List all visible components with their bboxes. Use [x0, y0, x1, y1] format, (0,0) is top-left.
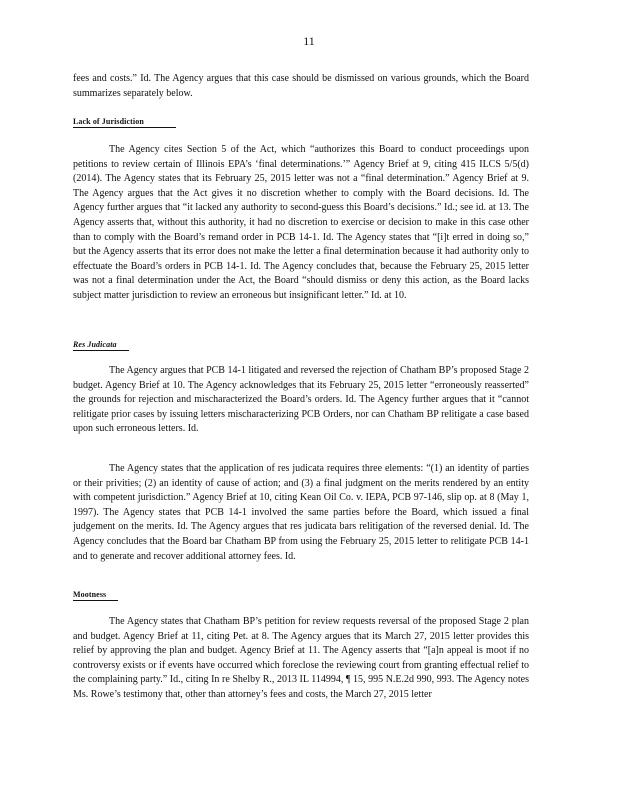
- mootness-paragraph: The Agency states that Chatham BP’s petition for review requests reversal of the proposed Stage 2 plan and budget. Agency Brief at 11, citing Pet. at 8. The Agency argues that its March 27, 2015 letter provides this relief by approving the plan and budget. Agency Brief at 11. The Agency asserts that “[a]n appeal is moot if no controversy exists or if events have occurred which foreclose the reviewing court from granting effectual relief to the complaining party.” Id., citing In re Shelby R., 2013 IL 114994, ¶ 15, 995 N.E.2d 990, 993. The Agency notes Ms. Rowe’s testimony that, other than attorney’s fees and costs, the March 27, 2015 letter: [73, 616, 529, 700]
- res-judicata-paragraph-2: The Agency states that the application of res judicata requires three elements: “(1) an identity of parties or their privities; (2) an identity of cause of action; and (3) a final judgment on the merits rendered by an entity with competent jurisdiction.” Agency Brief at 10, citing Kean Oil Co. v. IEPA, PCB 97-146, slip op. at 8 (May 1, 1997). The Agency states that PCB 14-1 involved the same parties before the Board, which issued a final judgement on the merits. Id. The Agency argues that res judicata bars relitigation of the reversed denial. Id. The Agency concludes that the Board bar Chatham BP from using the February 25, 2015 letter to relitigate PCB 14-1 and to generate and recover additional attorney fees. Id.: [73, 463, 529, 562]
- section-heading-lack-of-jurisdiction: Lack of Jurisdiction: [73, 117, 176, 128]
- section-heading-res-judicata: Res Judicata: [73, 340, 129, 351]
- jurisdiction-paragraph: The Agency cites Section 5 of the Act, which “authorizes this Board to conduct proceedings upon petitions to review certain of Illinois EPA’s ‘final determinations.’” Agency Brief at 9, citing 415 ILCS 5/5(d) (2014). The Agency states that its February 25, 2015 letter was not a “final determination.” Agency Brief at 9. The Agency argues that the Act gives it no discretion whether to comply with the Board decisions. Id. The Agency further argues that “it lacked any authority to second-guess this Board’s decisions.” Id.; see id. at 13. The Agency asserts that, without this authority, it had no discretion to exercise or decision to make in this case other than to comply with the Board’s remand order in PCB 14-1. Id. The Agency states that “[i]t erred in doing so,” but the Agency asserts that its error does not make the letter a final determination because it had authority only to effectuate the Board’s orders in PCB 14-1. Id. The Agency concludes that, because the February 25, 2015 letter was not a final determination under the Act, the Board “should dismiss or deny this action, as the Board lacks subject matter jurisdiction to review an erroneous but insignificant letter.” Id. at 10.: [73, 144, 529, 301]
- page-number: 11: [303, 34, 315, 48]
- res-judicata-paragraph-1: The Agency argues that PCB 14-1 litigated and reversed the rejection of Chatham BP’s proposed Stage 2 budget. Agency Brief at 10. The Agency acknowledges that its February 25, 2015 letter “erroneously reasserted” the grounds for rejection and mischaracterized the Board’s orders. Id. The Agency further argues that it “cannot relitigate prior cases by issuing letters mischaracterizing PCB Orders, nor can Chatham BP relitigate a case based upon such erroneous letters. Id.: [73, 365, 529, 435]
- intro-paragraph: fees and costs.” Id. The Agency argues that this case should be dismissed on various grounds, which the Board summarizes separately below.: [73, 73, 529, 99]
- section-heading-mootness: Mootness: [73, 590, 118, 601]
